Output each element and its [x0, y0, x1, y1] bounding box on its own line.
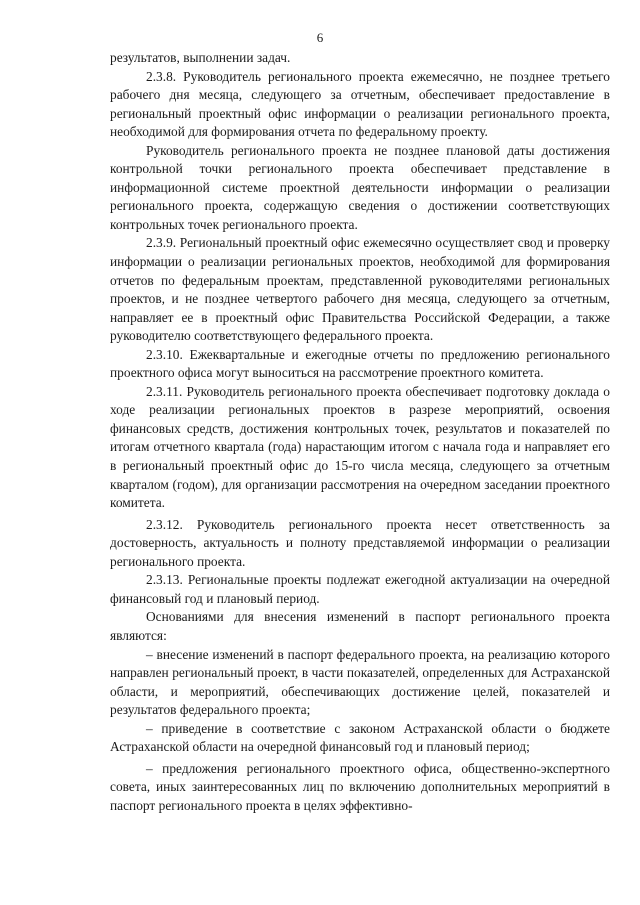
paragraph-2-3-13: 2.3.13. Региональные проекты подлежат ежегодной актуализации на очередной финансовый год и плановый период. [110, 572, 610, 606]
paragraph-2-3-9: 2.3.9. Региональный проектный офис ежемесячно осуществляет свод и проверку информации о реализации региональных проектов, необходимой для формирования отчетов по федеральным проектам, представленной руководителями региональных проектов, и не позднее четвертого рабочего дня месяца, следующего за отчетным, направляет ее в проектный офис Правительства Российской Федерации, а также руководителю соответствующего федерального проекта. [110, 235, 610, 344]
page-number: 6 [316, 30, 324, 45]
paragraph-2-3-10: 2.3.10. Ежеквартальные и ежегодные отчеты по предложению регионального проектного офиса могут выноситься на рассмотрение проектного комитета. [110, 346, 610, 381]
list-item-federal-project-changes: – внесение изменений в паспорт федерального проекта, на реализацию которого направлен региональный проект, в части показателей, определенных для Астраханской области, и мероприятий, обеспечивающих достижение целей, показателей и результатов федерального проекта; [110, 646, 610, 718]
paragraph-2-3-11: 2.3.11. Руководитель регионального проекта обеспечивает подготовку доклада о ходе реализации региональных проектов в разрезе мероприятий, освоения финансовых средств, достижения контрольных точек, результатов и показателей по итогам отчетного квартала (года) нарастающим итогом с начала года и направляет его в региональный проектный офис до 15-го числа месяца, следующего за отчетным кварталом (годом), для организации рассмотрения на очередном заседании проектного комитета. [110, 383, 610, 511]
paragraph-continuation: результатов, выполнении задач. [110, 50, 291, 65]
list-item-budget-law: – приведение в соответствие с законом Астраханской области о бюджете Астраханской области на очередной финансовый год и плановый период; [110, 720, 610, 755]
paragraph-2-3-8: 2.3.8. Руководитель регионального проекта ежемесячно, не позднее третьего рабочего дня месяца, следующего за отчетным, обеспечивает предоставление в региональный проектный офис информации о реализации регионального проекта, необходимой для формирования отчета по федеральному проекту. [110, 68, 610, 140]
document-body [110, 49, 610, 815]
paragraph-control-point: Руководитель регионального проекта не позднее плановой даты достижения контрольной точки регионального проекта обеспечивает представление в информационной системе проектной деятельности информации о реализации регионального проекта, содержащую сведения о достижении соответствующих контрольных точек регионального проекта. [110, 142, 610, 232]
paragraph-grounds: Основаниями для внесения изменений в паспорт регионального проекта являются: [110, 609, 610, 643]
paragraph-2-3-12: 2.3.12. Руководитель регионального проекта несет ответственность за достоверность, актуальность и полноту представляемой информации о реализации регионального проекта. [110, 516, 610, 569]
list-item-proposals: – предложения регионального проектного офиса, общественно-экспертного совета, иных заинтересованных лиц по включению дополнительных мероприятий в паспорт регионального проекта в целях эффективно- [110, 760, 610, 813]
